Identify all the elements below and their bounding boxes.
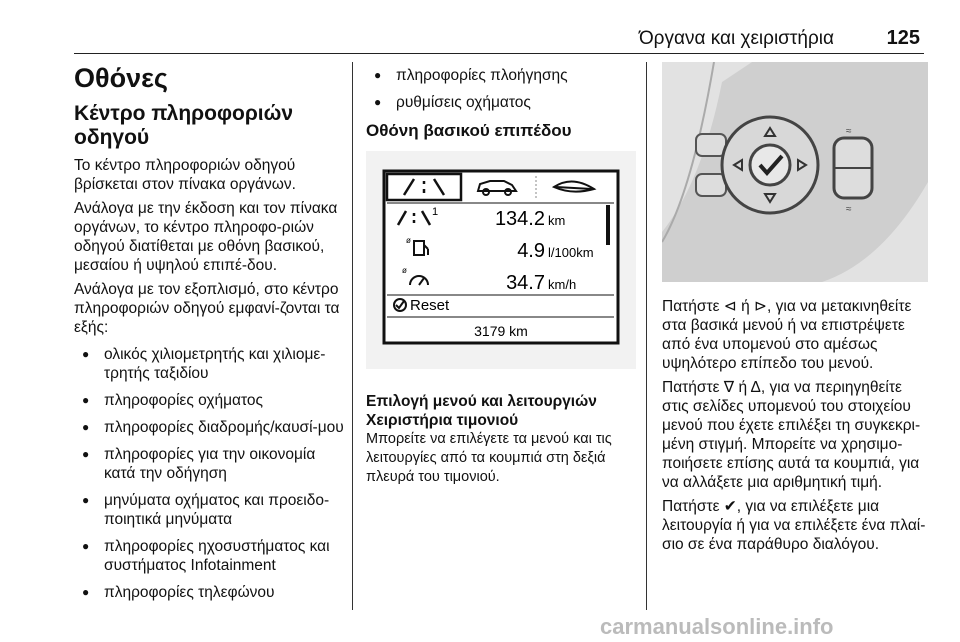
heading-basic-display: Οθόνη βασικού επιπέδου	[366, 121, 572, 140]
svg-text:≈: ≈	[846, 204, 852, 215]
column-1	[74, 62, 346, 610]
paragraph: Το κέντρο πληροφοριών οδηγού βρίσκεται στον πίνακα οργάνων.	[74, 157, 296, 193]
scrollbar	[606, 205, 610, 245]
list-item: ● πληροφορίες οχήματος	[74, 391, 346, 410]
watermark: carmanualsonline.info	[600, 614, 834, 639]
info-list-continued	[366, 66, 636, 112]
steering-wheel-illustration	[662, 62, 928, 282]
column-divider	[352, 62, 353, 610]
trip-superscript: 1	[432, 206, 439, 218]
fuel-consumption-value: 4.9	[517, 240, 545, 262]
paragraph: Ανάλογα με την έκδοση και τον πίνακα οργάνων, το κέντρο πληροφο-ριών οδηγού διατίθεται με οθόνη βασικού, μεσαίου ή υψηλού επιπέ-δου.	[74, 200, 338, 274]
trip-distance-unit: km	[548, 213, 566, 228]
list-item: ● πληροφορίες ηχοσυστήματος και συστήματος Infotainment	[74, 537, 346, 575]
average-speed-value: 34.7	[506, 272, 545, 294]
ok-button	[750, 145, 790, 185]
heading-steering-controls: Χειριστήρια τιμονιού	[366, 412, 519, 429]
tab-trip-icon	[387, 174, 461, 200]
list-item: ● πληροφορίες πλοήγησης	[366, 66, 636, 85]
paragraph: Πατήστε ✔, για να επιλέξετε μια λειτουργία ή για να επιλέξετε ένα πλαί-σιο σε ένα παράθυρο διαλόγου.	[662, 498, 926, 553]
paragraph: Πατήστε ⊲ ή ⊳, για να μετακινηθείτε στα βασικά μενού ή να επιστρέψετε από ένα υπομενού στο αμέσως υψηλότερο επίπεδο του μενού.	[662, 298, 912, 372]
page-header	[74, 26, 924, 54]
paragraph: Μπορείτε να επιλέγετε τα μενού και τις λειτουργίες από τα κουμπιά στη δεξιά πλευρά του τιμονιού.	[366, 431, 612, 485]
list-item: ● πληροφορίες διαδρομής/καυσί-μου	[74, 418, 346, 437]
column-2	[366, 62, 636, 492]
paragraph: Πατήστε ∇ ή Δ, για να περιηγηθείτε στις σελίδες υπομενού του στοιχείου μενού που έχετε επιλέξει τη συγκεκρι-μένη στιγμή. Μπορείτε να χρησιμο-ποιήσετε επίσης αυτά τα κουμπιά, για να αλλάξετε μια αριθμητική τιμή.	[662, 379, 921, 491]
svg-text:ø: ø	[406, 236, 411, 245]
reset-label: Reset	[410, 297, 450, 314]
list-item: ● ρυθμίσεις οχήματος	[366, 93, 636, 112]
svg-text:ø: ø	[402, 266, 407, 275]
column-divider	[646, 62, 647, 610]
info-list	[74, 345, 346, 602]
paragraph: Ανάλογα με τον εξοπλισμό, στο κέντρο πληροφοριών οδηγού εμφανί-ζονται τα εξής:	[74, 281, 340, 336]
svg-text:≈: ≈	[846, 126, 852, 137]
heading-driver-info-centre: Κέντρο πληροφοριών οδηγού	[74, 102, 294, 149]
odometer-value: 3179 km	[474, 323, 528, 339]
trip-distance-value: 134.2	[494, 208, 545, 230]
list-item: ● μηνύματα οχήματος και προειδο-ποιητικά μηνύματα	[74, 491, 346, 529]
heading-screens: Οθόνες	[74, 63, 168, 93]
basic-display-illustration	[366, 151, 636, 369]
average-speed-unit: km/h	[548, 277, 577, 292]
heading-menu-selection: Επιλογή μενού και λειτουργιών	[366, 393, 597, 410]
column-3	[662, 62, 928, 559]
list-item: ● πληροφορίες τηλεφώνου	[74, 583, 346, 602]
fuel-consumption-unit: l/100km	[548, 245, 594, 260]
page-number: 125	[886, 27, 920, 49]
list-item: ● πληροφορίες για την οικονομία κατά την οδήγηση	[74, 445, 346, 483]
list-item: ● ολικός χιλιομετρητής και χιλιομε-τρητής ταξιδίου	[74, 345, 346, 383]
section-title: Όργανα και χειριστήρια	[638, 28, 834, 49]
